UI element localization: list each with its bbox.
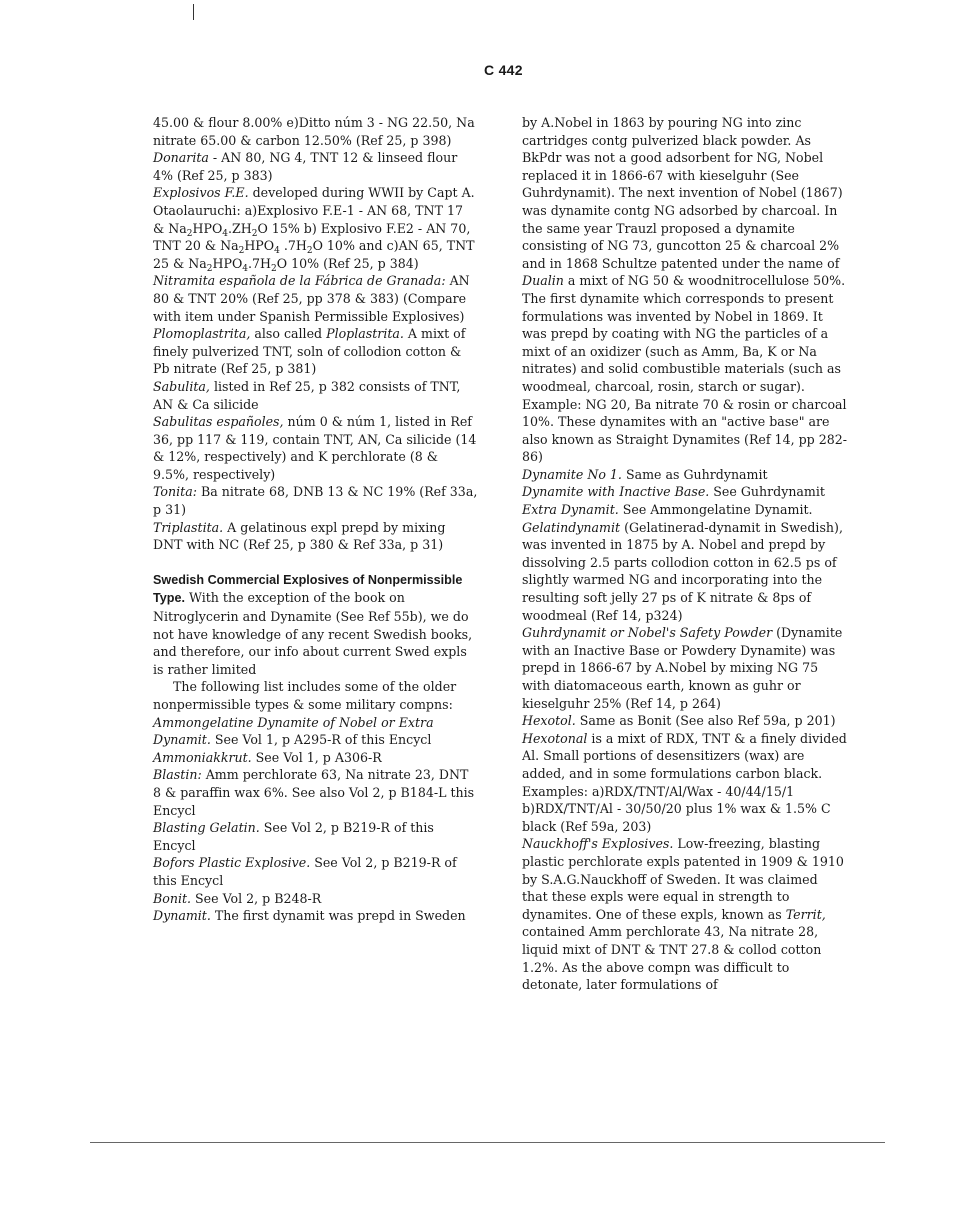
entry-dynamit: Dynamit. The first dynamit was prepd in Sweden [153, 908, 466, 924]
entry-dynamite-inactive-base: Dynamite with Inactive Base. See Guhrdynamit [522, 484, 825, 500]
entry-blastin: Blastin: Amm perchlorate 63, Na nitrate 23, DNT 8 & paraffin wax 6%. See also Vol 2, p B184-L this Encycl [153, 767, 475, 818]
margin-tick-mark [193, 4, 194, 20]
entry-ammongelatine: Ammongelatine Dynamite of Nobel or Extra Dynamit. See Vol 1, p A295-R of this Encycl [153, 714, 434, 748]
footer-rule [90, 1142, 885, 1143]
paragraph-dynamit-continued: by A.Nobel in 1863 by pouring NG into zinc cartridges contg pulverized black powder. As BkPdr was not a good adsorbent for NG, Nobel replaced it in 1866-67 with kieselguhr (See Guhrdynamit). The next invention of Nobel (1867) was dynamite contg NG adsorbed by charcoal. In the same year Trauzl proposed a dynamite consisting of NG 73, guncotton 25 & charcoal 2% and in 1868 Schultze patented under the name of Dualin a mixt of NG 50 & woodnitrocellulose 50%. The first dynamite which corresponds to present formulations was invented by Nobel in 1869. It was prepd by coating with NG the particles of a mixt of an oxidizer (such as Amm, Ba, K or Na nitrates) and solid combustible materials (such as woodmeal, charcoal, rosin, starch or sugar). Example: NG 20, Ba nitrate 70 & rosin or charcoal 10%. These dynamites with an "active base" are also known as Straight Dynamites (Ref 14, pp 282-86) [522, 115, 848, 465]
entry-nauckhoff: Nauckhoff's Explosives. Low-freezing, blasting plastic perchlorate expls patented in 1909 & 1910 by S.A.G.Nauckhoff of Sweden. It was claimed that these expls were equal in strength to dynamites. One of these expls, known as Territ, contained Amm perchlorate 43, Na nitrate 28, liquid mixt of DNT & TNT 27.8 & collod cotton 1.2%. As the above compn was difficult to detonate, later formulations of [522, 836, 844, 993]
entry-triplastita: Triplastita. A gelatinous expl prepd by mixing DNT with NC (Ref 25, p 380 & Ref 33a, p 31) [153, 519, 446, 553]
right-column [522, 114, 847, 994]
entry-guhrdynamit: Guhrdynamit or Nobel's Safety Powder (Dynamite with an Inactive Base or Powdery Dynamite) was prepd in 1866-67 by A.Nobel by mixing NG 75 with diatomaceous earth, known as guhr or kieselguhr 25% (Ref 14, p 264) [522, 625, 843, 711]
entry-donarita: Donarita - AN 80, NG 4, TNT 12 & linseed flour 4% (Ref 25, p 383) [153, 150, 458, 183]
entry-bonit: Bonit. See Vol 2, p B248-R [153, 890, 322, 906]
paragraph: The following list includes some of the older nonpermissible types & some military compns: [153, 679, 457, 712]
page-number: C 442 [484, 62, 523, 78]
entry-dynamite-no-1: Dynamite No 1. Same as Guhrdynamit [522, 466, 768, 482]
entry-plomoplastrita: Plomoplastrita, also called Ploplastrita. A mixt of finely pulverized TNT, soln of collodion cotton & Pb nitrate (Ref 25, p 381) [153, 326, 466, 377]
left-column [153, 114, 478, 925]
paragraph: 45.00 & flour 8.00% e)Ditto núm 3 - NG 22.50, Na nitrate 65.00 & carbon 12.50% (Ref 25, p 398) [153, 115, 475, 148]
entry-hexotol: Hexotol. Same as Bonit (See also Ref 59a, p 201) [522, 713, 836, 729]
entry-sabulita: Sabulita, listed in Ref 25, p 382 consists of TNT, AN & Ca silicide [153, 378, 461, 412]
section-swedish-commercial: Swedish Commercial Explosives of Nonpermissible Type. With the exception of the book on Nitroglycerin and Dynamite (See Ref 55b), we do not have knowledge of any recent Swedish books, and therefore, our info about current Swed expls is rather limited [153, 572, 473, 677]
entry-sabulitas-espanoles: Sabulitas españoles, núm 0 & núm 1, listed in Ref 36, pp 117 & 119, contain TNT, AN, Ca silicide (14 & 12%, respectively) and K perchlorate (8 & 9.5%, respectively) [153, 414, 477, 482]
entry-blasting-gelatin: Blasting Gelatin. See Vol 2, p B219-R of this Encycl [153, 820, 434, 853]
entry-tonita: Tonita: Ba nitrate 68, DNB 13 & NC 19% (Ref 33a, p 31) [153, 484, 478, 518]
entry-extra-dynamit: Extra Dynamit. See Ammongelatine Dynamit. [522, 502, 813, 518]
section-heading: Swedish Commercial Explosives of Nonpermissible Type. [153, 572, 463, 606]
entry-explosivos-fe: Explosivos F.E. developed during WWII by Capt A. Otaolauruchi: a)Explosivo F.E-1 - AN 68, TNT 17 & $Na_2HPO_4.ZH_2O$ 15% b) Explosivo F.E2 - AN 70, TNT 20 & $Na_2HPO_4$ $.7H_2O$ 10% and c)AN 65, TNT 25 & $Na_2HPO_4.7H_2O$ 10% (Ref 25, p 384) [153, 185, 475, 274]
entry-nitramita: Nitramita española de la Fábrica de Granada: AN 80 & TNT 20% (Ref 25, pp 378 & 383) (Compare with item under Spanish Permissible Explosives) [153, 273, 470, 324]
entry-bofors-plastic: Bofors Plastic Explosive. See Vol 2, p B219-R of this Encycl [153, 855, 457, 888]
entry-ammoniakkrut: Ammoniakkrut. See Vol 1, p A306-R [153, 749, 382, 765]
entry-gelatindynamit: Gelatindynamit (Gelatinerad-dynamit in Swedish), was invented in 1875 by A. Nobel and prepd by dissolving 2.5 parts collodion cotton in 62.5 ps of slightly warmed NG and incorporating into the resulting soft jelly 27 ps of K nitrate & 8ps of woodmeal (Ref 14, p324) [522, 519, 843, 623]
entry-hexotonal: Hexotonal is a mixt of RDX, TNT & a finely divided Al. Small portions of desensitizers (wax) are added, and in some formulations carbon black. Examples: a)RDX/TNT/Al/Wax - 40/44/15/1 b)RDX/TNT/Al - 30/50/20 plus 1% wax & 1.5% C black (Ref 59a, 203) [522, 730, 847, 834]
